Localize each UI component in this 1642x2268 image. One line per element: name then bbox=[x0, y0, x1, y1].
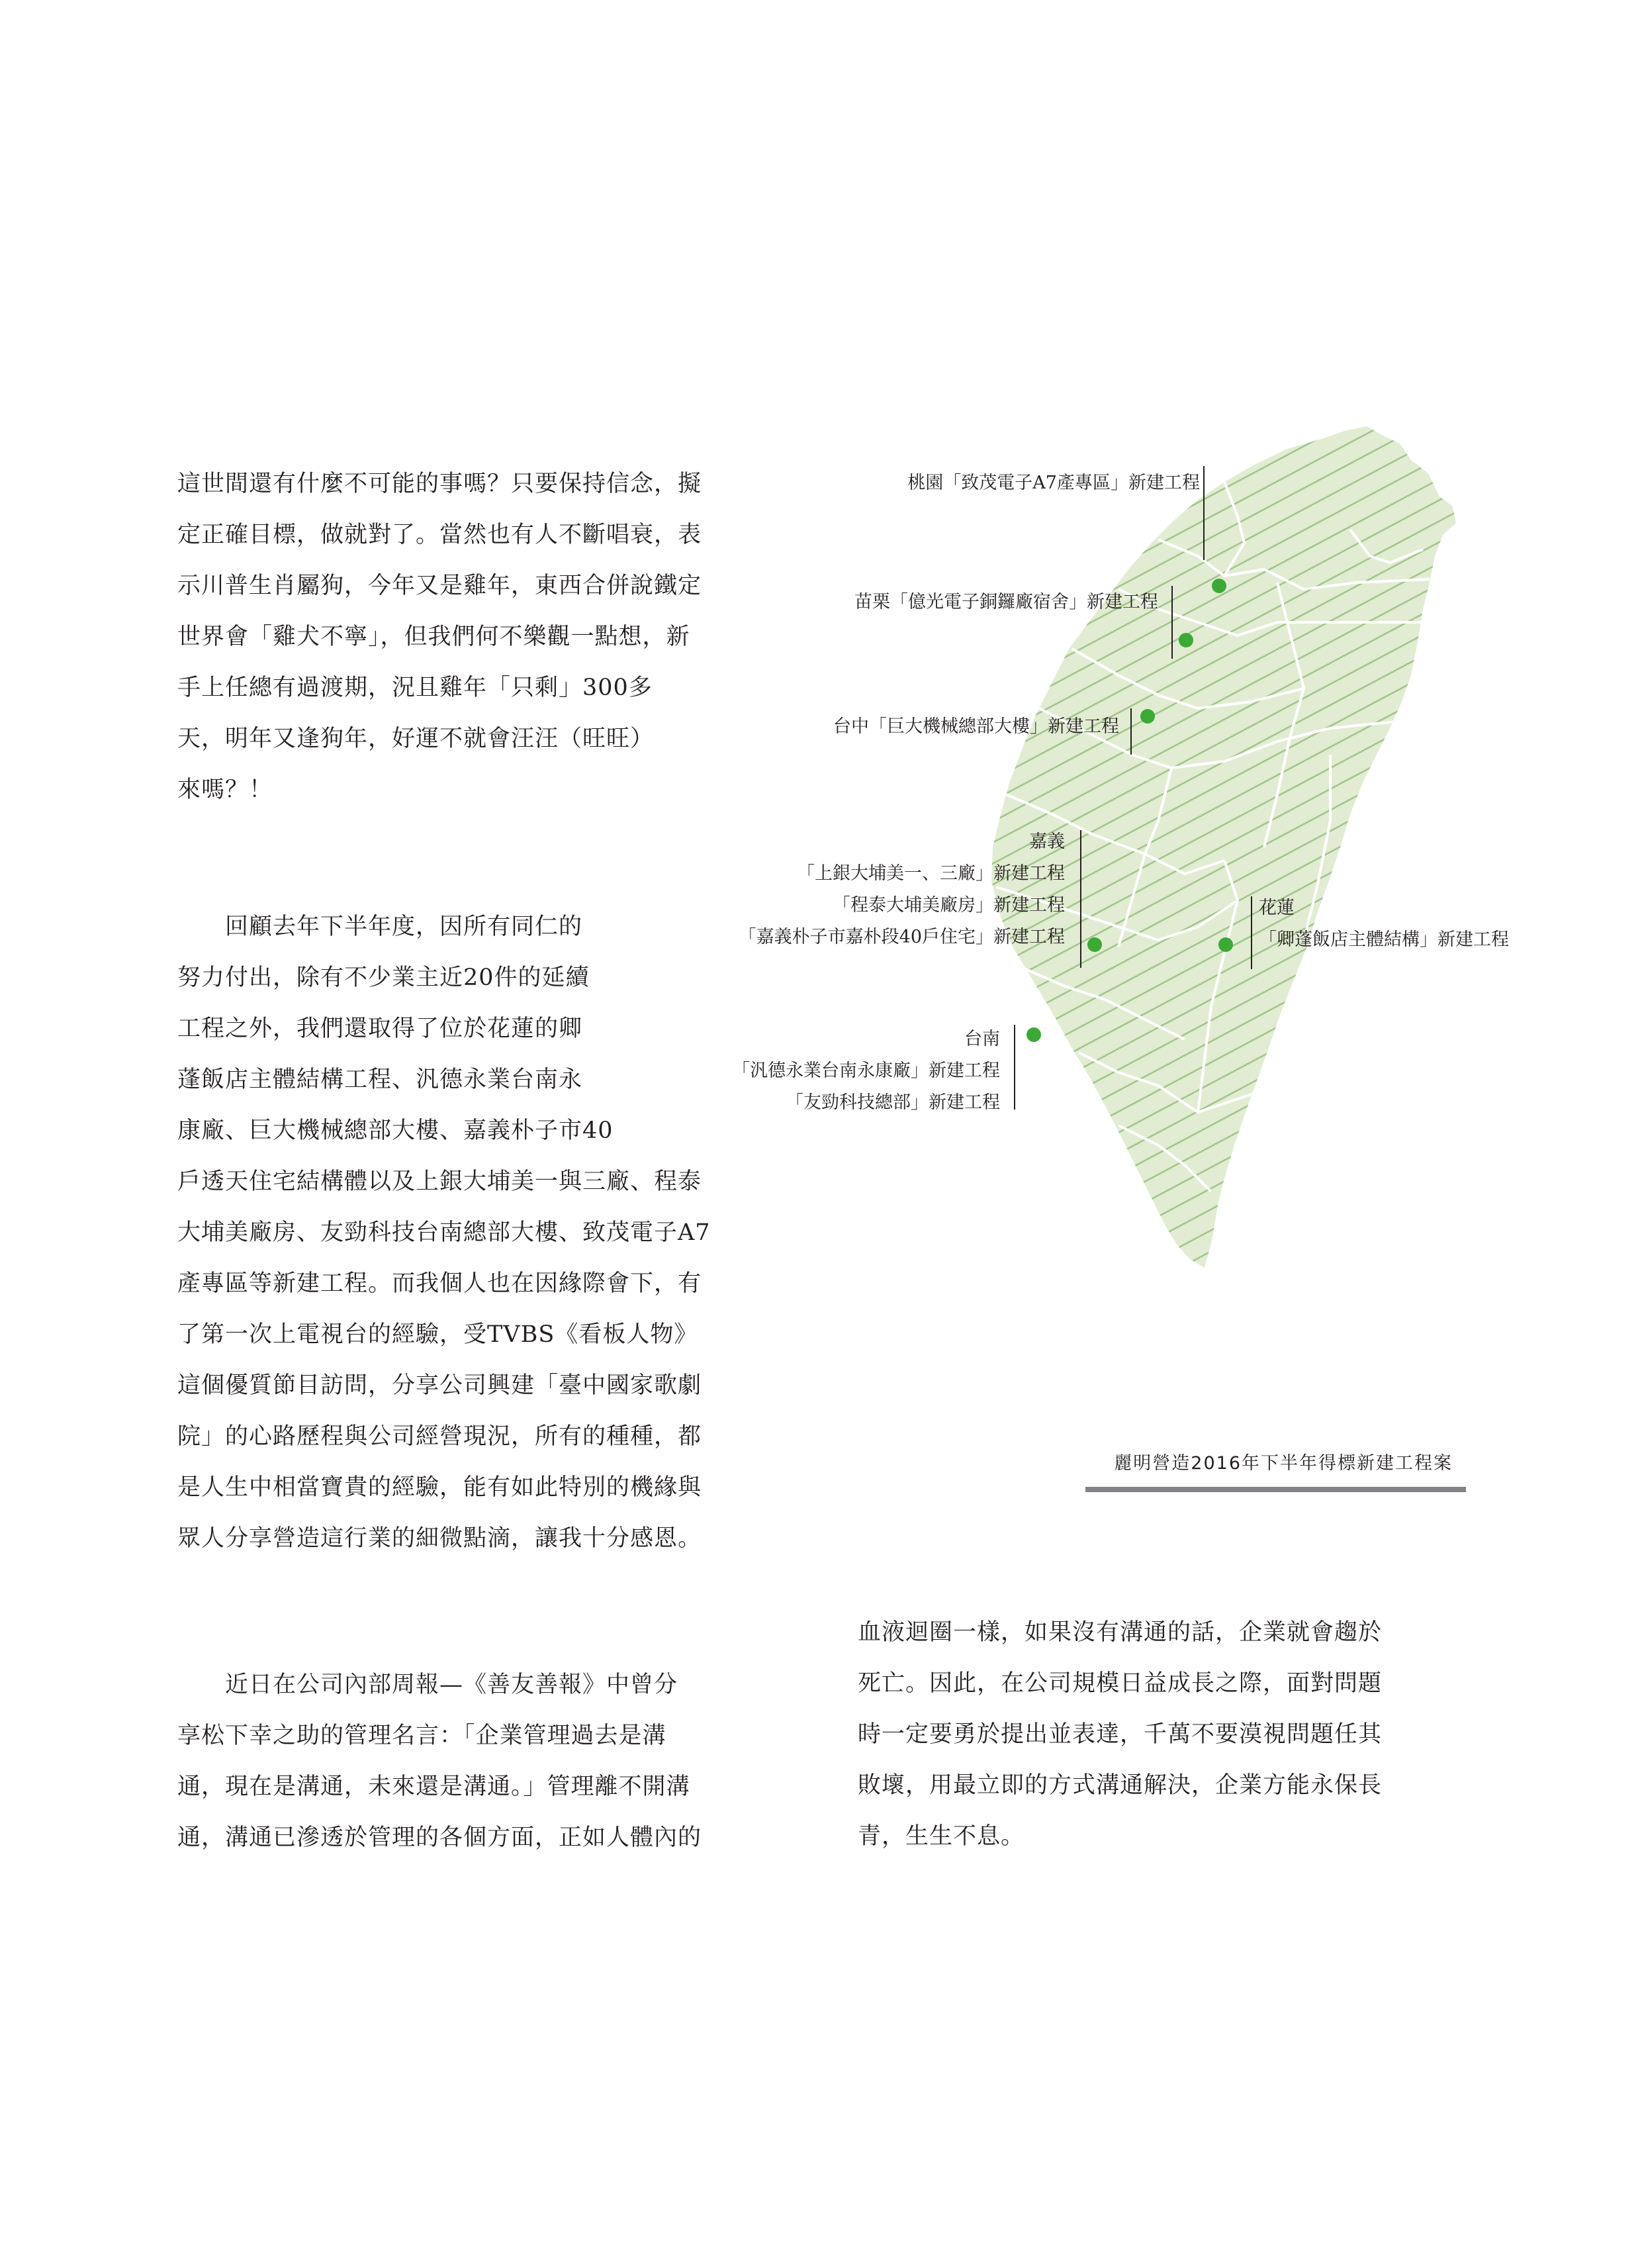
leader-line-chiayi bbox=[1080, 830, 1081, 968]
map-label-miaoli bbox=[854, 587, 1158, 618]
text-line: 回顧去年下半年度，因所有同仁的 bbox=[177, 914, 583, 940]
text-line: 青，生生不息。 bbox=[858, 1823, 1025, 1850]
leader-line-tainan bbox=[1014, 1025, 1015, 1110]
text-line: 示川普生肖屬狗，今年又是雞年，東西合併說鐵定 bbox=[177, 573, 702, 599]
text-line: 是人生中相當寶貴的經驗，能有如此特別的機緣與 bbox=[177, 1474, 702, 1501]
leader-line-taoyuan bbox=[1203, 466, 1205, 560]
text-line: 眾人分享營造這行業的細微點滴，讓我十分感恩。 bbox=[177, 1525, 702, 1552]
text-line: 院」的心路歷程與公司經營現況，所有的種種，都 bbox=[177, 1423, 702, 1450]
text-line: 近日在公司內部周報—《善友善報》中曾分 bbox=[177, 1672, 678, 1698]
text-line: 享松下幸之助的管理名言：「企業管理過去是溝 bbox=[177, 1723, 666, 1749]
map-label-line: 「程泰大埔美廠房」新建工程 bbox=[833, 895, 1065, 916]
text-line: 這世間還有什麼不可能的事嗎？只要保持信念，擬 bbox=[177, 471, 702, 497]
text-line: 天，明年又逢狗年，好運不就會汪汪（旺旺） bbox=[177, 726, 655, 752]
leader-line-hualien bbox=[1251, 896, 1252, 969]
text-line: 產專區等新建工程。而我個人也在因緣際會下，有 bbox=[177, 1270, 702, 1297]
map-label-chiayi bbox=[739, 826, 1065, 953]
map-label-line: 嘉義 bbox=[1029, 831, 1065, 852]
marker-hualien bbox=[1218, 937, 1233, 952]
map-label-line: 「上銀大埔美一、三廠」新建工程 bbox=[797, 863, 1065, 884]
map-label-line: 「嘉義朴子市嘉朴段40戶住宅」新建工程 bbox=[738, 927, 1065, 947]
text-line: 通，現在是溝通，未來還是溝通。」管理離不開溝 bbox=[177, 1773, 690, 1800]
text-line: 手上任總有過渡期，況且雞年「只剩」300多 bbox=[177, 675, 653, 701]
marker-taoyuan bbox=[1212, 579, 1226, 593]
map-label-taichung bbox=[833, 711, 1119, 743]
leader-line-taichung bbox=[1130, 708, 1132, 755]
map-caption: 麗明營造2016年下半年得標新建工程案 bbox=[1114, 1453, 1453, 1474]
map-label-taoyuan bbox=[907, 467, 1200, 499]
text-line: 這個優質節目訪問，分享公司興建「臺中國家歌劇 bbox=[177, 1372, 702, 1399]
marker-chiayi bbox=[1087, 937, 1102, 952]
text-line: 努力付出，除有不少業主近20件的延續 bbox=[177, 965, 590, 991]
paragraph-1 bbox=[177, 459, 702, 816]
text-line: 定正確目標，做就對了。當然也有人不斷唱衰，表 bbox=[177, 522, 702, 548]
map-label-tainan bbox=[732, 1023, 1000, 1119]
map-label-line: 苗栗「億光電子銅鑼廠宿舍」新建工程 bbox=[854, 592, 1158, 612]
text-line: 來嗎？！ bbox=[177, 777, 273, 803]
text-line: 戶透天住宅結構體以及上銀大埔美一與三廠、程泰 bbox=[177, 1168, 702, 1195]
text-line: 血液迴圈一樣，如果沒有溝通的話，企業就會趨於 bbox=[858, 1619, 1383, 1646]
text-line: 通，溝通已滲透於管理的各個方面，正如人體內的 bbox=[177, 1824, 702, 1851]
text-line: 蓬飯店主體結構工程、汎德永業台南永 bbox=[177, 1066, 583, 1093]
paragraph-3 bbox=[177, 1660, 702, 1864]
marker-tainan bbox=[1026, 1027, 1041, 1042]
text-line: 了第一次上電視台的經驗，受TVBS《看板人物》 bbox=[177, 1321, 698, 1348]
caption-rule bbox=[1085, 1487, 1466, 1492]
text-line: 死亡。因此，在公司規模日益成長之際，面對問題 bbox=[858, 1670, 1383, 1697]
paragraph-4 bbox=[858, 1607, 1382, 1862]
paragraph-2 bbox=[177, 902, 711, 1564]
marker-taichung bbox=[1140, 709, 1155, 724]
map-label-line: 台南 bbox=[964, 1029, 1000, 1049]
text-line: 時一定要勇於提出並表達，千萬不要漠視問題任其 bbox=[858, 1721, 1383, 1748]
text-line: 世界會「雞犬不寧」，但我們何不樂觀一點想，新 bbox=[177, 624, 690, 650]
map-label-line: 桃園「致茂電子A7產專區」新建工程 bbox=[907, 473, 1200, 493]
marker-miaoli bbox=[1179, 633, 1193, 647]
text-line: 敗壞，用最立即的方式溝通解決，企業方能永保長 bbox=[858, 1772, 1383, 1799]
text-line: 工程之外，我們還取得了位於花蓮的卿 bbox=[177, 1016, 583, 1042]
leader-line-miaoli bbox=[1171, 586, 1173, 659]
text-line: 大埔美廠房、友勁科技台南總部大樓、致茂電子A7 bbox=[177, 1219, 711, 1246]
map-label-line: 「友勁科技總部」新建工程 bbox=[786, 1092, 1000, 1113]
map-label-line: 花蓮 bbox=[1259, 898, 1295, 918]
text-line: 康廠、巨大機械總部大樓、嘉義朴子市40 bbox=[177, 1117, 614, 1144]
map-label-line: 「卿蓬飯店主體結構」新建工程 bbox=[1259, 929, 1509, 950]
map-label-hualien bbox=[1259, 892, 1509, 956]
map-label-line: 台中「巨大機械總部大樓」新建工程 bbox=[833, 716, 1119, 737]
map-label-line: 「汎德永業台南永康廠」新建工程 bbox=[732, 1061, 1000, 1081]
